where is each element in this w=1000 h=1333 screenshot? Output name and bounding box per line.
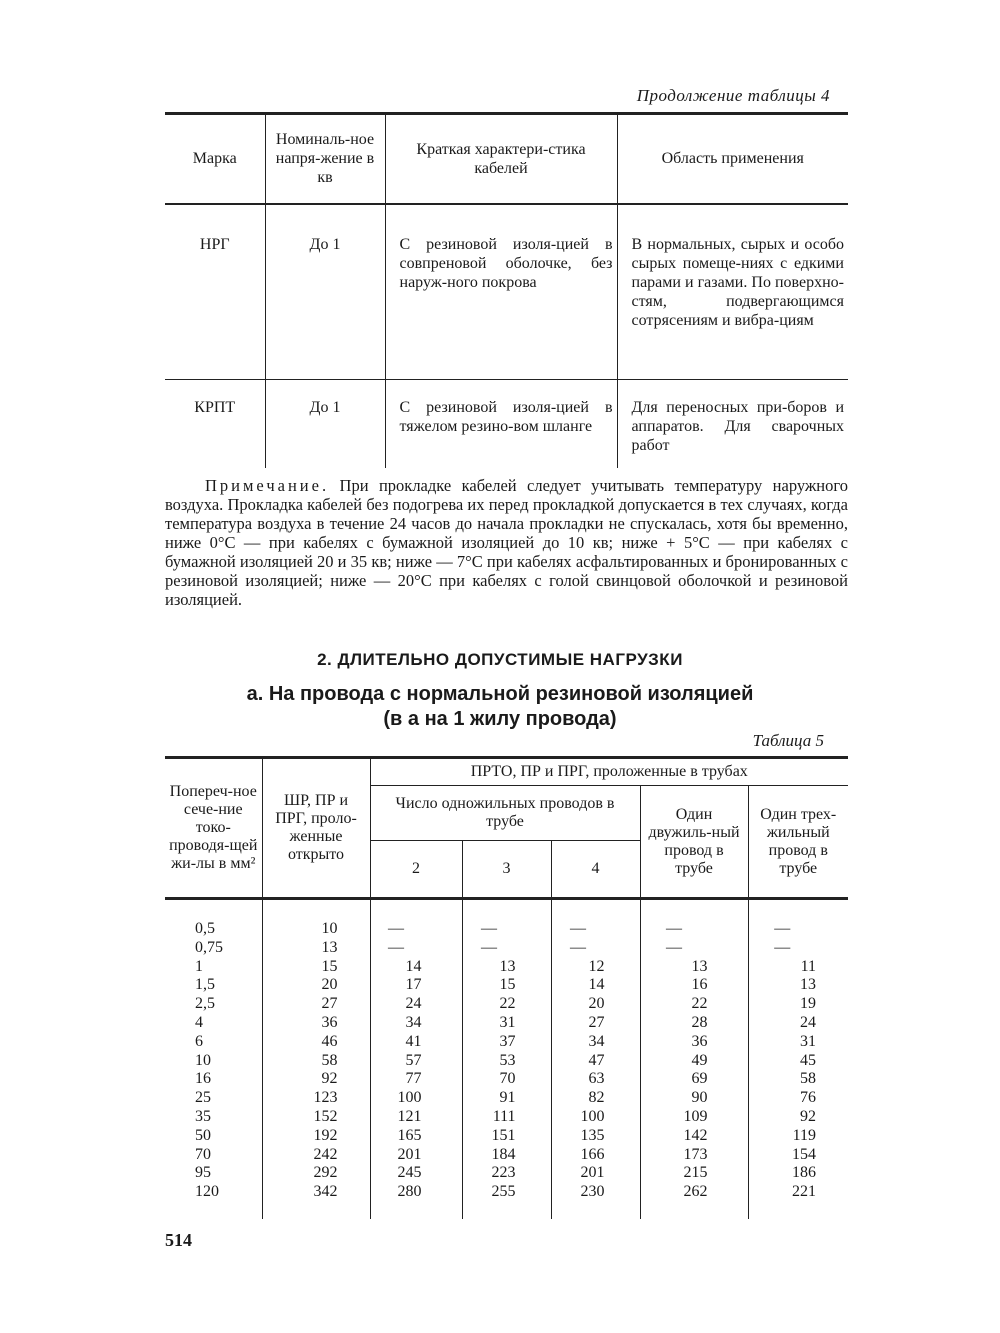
table-cell: 36 <box>691 1032 708 1050</box>
header-description: Краткая характери-стика кабелей <box>385 114 617 204</box>
table-body-row <box>165 899 848 1219</box>
load-table <box>165 756 848 1219</box>
header-open: ШР, ПР и ПРГ, проло-женные открыто <box>262 758 370 899</box>
table-cell: — <box>666 938 682 956</box>
cell: НРГ <box>165 204 265 380</box>
table-cell: 2,5 <box>195 995 215 1013</box>
table-cell: 49 <box>691 1051 708 1069</box>
table-cell: 27 <box>321 995 338 1013</box>
table-cell: 192 <box>313 1126 338 1144</box>
table-cell: 13 <box>321 938 338 956</box>
table-cell: 13 <box>499 957 516 975</box>
table-cell: 154 <box>792 1145 816 1163</box>
cell: С резиновой изоля-цией в тяжелом резино-вом шланге <box>385 380 617 468</box>
cell: С резиновой изоля-цией в совпреновой оболочке, без наруж-ного покрова <box>385 204 617 380</box>
header-single-core: Число одножильных проводов в трубе <box>370 786 640 841</box>
table-cell: 31 <box>800 1032 816 1050</box>
table-cell: 201 <box>397 1145 422 1163</box>
table-cell: 142 <box>683 1126 708 1144</box>
table-cell: 24 <box>405 995 422 1013</box>
table-cell: 46 <box>321 1032 338 1050</box>
table-cell: 58 <box>800 1070 816 1088</box>
table-cell: 34 <box>405 1013 422 1031</box>
header-application: Область применения <box>617 114 848 204</box>
table-cell: 109 <box>683 1107 708 1125</box>
cell: В нормальных, сырых и особо сырых помеще-ниях с едкими парами и газами. По поверхно-стям, подвергающимся сотрясениям и вибра-циям <box>617 204 848 380</box>
header-cross-section: Попереч-ное сече-ние токо-проводя-щей жи-лы в мм² <box>165 758 262 899</box>
table-column <box>370 899 462 1219</box>
table-cell: 41 <box>405 1032 422 1050</box>
table-cell: 92 <box>800 1107 816 1125</box>
table-cell: 70 <box>195 1145 211 1163</box>
note-text: При прокладке кабелей следует учитывать температуру наружного воздуха. Прокладка кабелей без подогрева их перед прокладкой допускается в тех случаях, когда температура воздуха в течение 24 часов до начала прокладки не спускалась, хотя бы временно, ниже 0°C — при кабелях с бумажной изоляцией до 10 кв; ниже + 5°C — при кабелях с бумажной изоляцией 20 и 35 кв; ниже — 7°C при кабелях асфальтированных и бронированных с резиновой изоляцией; ниже — 20°C при кабелях с голой свинцовой оболочкой и резиновой изоляцией. <box>165 476 848 609</box>
table-cell: 221 <box>792 1183 816 1201</box>
table-cell: 53 <box>499 1051 516 1069</box>
header-brand: Марка <box>165 114 265 204</box>
subsection-title-line2: (в а на 1 жилу провода) <box>383 708 617 730</box>
table-cell: 35 <box>195 1107 211 1125</box>
note-label: Примечание. <box>205 476 330 495</box>
table-cell: — <box>774 938 791 956</box>
table-cell: 91 <box>499 1089 516 1107</box>
table-cell: 255 <box>491 1183 516 1201</box>
table-cell: 1,5 <box>195 976 215 994</box>
table-cell: 34 <box>588 1032 605 1050</box>
page-number: 514 <box>165 1230 192 1250</box>
table-cell: 121 <box>397 1107 422 1125</box>
table-column <box>462 899 551 1219</box>
table-cell: 165 <box>397 1126 422 1144</box>
table-cell: — <box>570 938 586 956</box>
cell: Для переносных при-боров и аппаратов. Для сварочных работ <box>617 380 848 468</box>
header-n3: 3 <box>462 841 551 899</box>
table-cell: 135 <box>580 1126 605 1144</box>
note-paragraph <box>165 476 848 609</box>
section-title: 2. ДЛИТЕЛЬНО ДОПУСТИМЫЕ НАГРУЗКИ <box>317 650 683 669</box>
table-cell: 77 <box>405 1070 422 1088</box>
table-cell: — <box>481 938 497 956</box>
table-cell: 90 <box>691 1089 708 1107</box>
table-cell: 19 <box>800 995 816 1013</box>
header-three-core: Один трех-жильный провод в трубе <box>748 786 848 899</box>
cable-table <box>165 112 848 468</box>
table-cell: 25 <box>195 1089 211 1107</box>
table-cell: 12 <box>588 957 605 975</box>
table-cell: 262 <box>683 1183 708 1201</box>
table-cell: 17 <box>405 976 422 994</box>
table-cell: 120 <box>195 1183 219 1201</box>
header-in-pipes: ПРТО, ПР и ПРГ, проложенные в трубах <box>370 758 848 786</box>
table-cell: 1 <box>195 957 203 975</box>
table-row <box>165 380 848 468</box>
table-cell: 15 <box>499 976 516 994</box>
table-cell: 342 <box>313 1183 338 1201</box>
table-cell: 173 <box>683 1145 708 1163</box>
table-cell: 76 <box>800 1089 816 1107</box>
cell: До 1 <box>265 204 385 380</box>
table-cell: 0,75 <box>195 938 223 956</box>
table-number: Таблица 5 <box>752 731 824 750</box>
table-cell: 223 <box>491 1164 516 1182</box>
table-continuation-label: Продолжение таблицы 4 <box>636 86 830 105</box>
table-cell: 58 <box>321 1051 338 1069</box>
cell: КРПТ <box>194 399 236 416</box>
table-cell: 10 <box>195 1051 211 1069</box>
table-cell: 184 <box>491 1145 516 1163</box>
table-cell: 10 <box>321 920 338 937</box>
table-column <box>165 899 262 1219</box>
table-cell: 13 <box>691 957 708 975</box>
table-cell: — <box>570 920 586 937</box>
table-cell: 92 <box>321 1070 338 1088</box>
table-cell: 27 <box>588 1013 605 1031</box>
table-cell: 47 <box>588 1051 605 1069</box>
table-cell: 22 <box>691 995 708 1013</box>
table-cell: 11 <box>800 957 816 975</box>
table-cell: 16 <box>195 1070 211 1088</box>
table-cell: 151 <box>491 1126 516 1144</box>
subsection-title <box>0 682 1000 732</box>
table-cell: 280 <box>397 1183 422 1201</box>
table-cell: 63 <box>588 1070 605 1088</box>
header-two-core: Один двужиль-ный провод в трубе <box>640 786 748 899</box>
subsection-title-line1: а. На провода с нормальной резиновой изоляцией <box>246 683 754 705</box>
table-cell: 292 <box>313 1164 338 1182</box>
table-cell: 230 <box>580 1183 605 1201</box>
header-voltage: Номиналь-ное напря-жение в кв <box>265 114 385 204</box>
table-cell: 242 <box>313 1145 338 1163</box>
table-cell: 31 <box>499 1013 516 1031</box>
cell: До 1 <box>265 380 385 468</box>
table-cell: — <box>666 920 682 937</box>
table-cell: 111 <box>492 1107 516 1125</box>
table-cell: 50 <box>195 1126 211 1144</box>
table-cell: — <box>388 920 404 937</box>
table-cell: — <box>774 920 791 937</box>
table-column <box>640 899 748 1219</box>
table-cell: 6 <box>195 1032 203 1050</box>
table-row <box>165 204 848 380</box>
table-cell: 15 <box>321 957 338 975</box>
table-cell: 215 <box>683 1164 708 1182</box>
table-cell: 0,5 <box>195 920 215 937</box>
header-n4: 4 <box>551 841 640 899</box>
table-cell: 82 <box>588 1089 605 1107</box>
table-cell: 37 <box>499 1032 516 1050</box>
table-cell: 70 <box>499 1070 516 1088</box>
table-column <box>262 899 370 1219</box>
table-cell: 69 <box>691 1070 708 1088</box>
table-cell: 95 <box>195 1164 211 1182</box>
table-cell: 14 <box>588 976 605 994</box>
table-cell: 28 <box>691 1013 708 1031</box>
table-cell: 123 <box>313 1089 338 1107</box>
table-cell: 152 <box>313 1107 338 1125</box>
table-cell: — <box>481 920 497 937</box>
table-cell: 245 <box>397 1164 422 1182</box>
table-cell: 4 <box>195 1013 203 1031</box>
table-cell: 20 <box>321 976 338 994</box>
table-column <box>551 899 640 1219</box>
table-cell: 100 <box>397 1089 422 1107</box>
table-cell: 201 <box>580 1164 605 1182</box>
table-cell: 22 <box>499 995 516 1013</box>
table-cell: 24 <box>800 1013 816 1031</box>
table-cell: 100 <box>580 1107 605 1125</box>
table-cell: 166 <box>580 1145 605 1163</box>
table-cell: 20 <box>588 995 605 1013</box>
table-cell: 13 <box>800 976 816 994</box>
table-cell: 119 <box>792 1126 816 1144</box>
table-column <box>748 899 848 1219</box>
table-cell: 45 <box>800 1051 816 1069</box>
table-cell: 16 <box>691 976 708 994</box>
table-cell: 36 <box>321 1013 338 1031</box>
table-cell: — <box>388 938 404 956</box>
table-cell: 14 <box>405 957 422 975</box>
table-cell: 186 <box>792 1164 816 1182</box>
table-cell: 57 <box>405 1051 422 1069</box>
header-n2: 2 <box>370 841 462 899</box>
